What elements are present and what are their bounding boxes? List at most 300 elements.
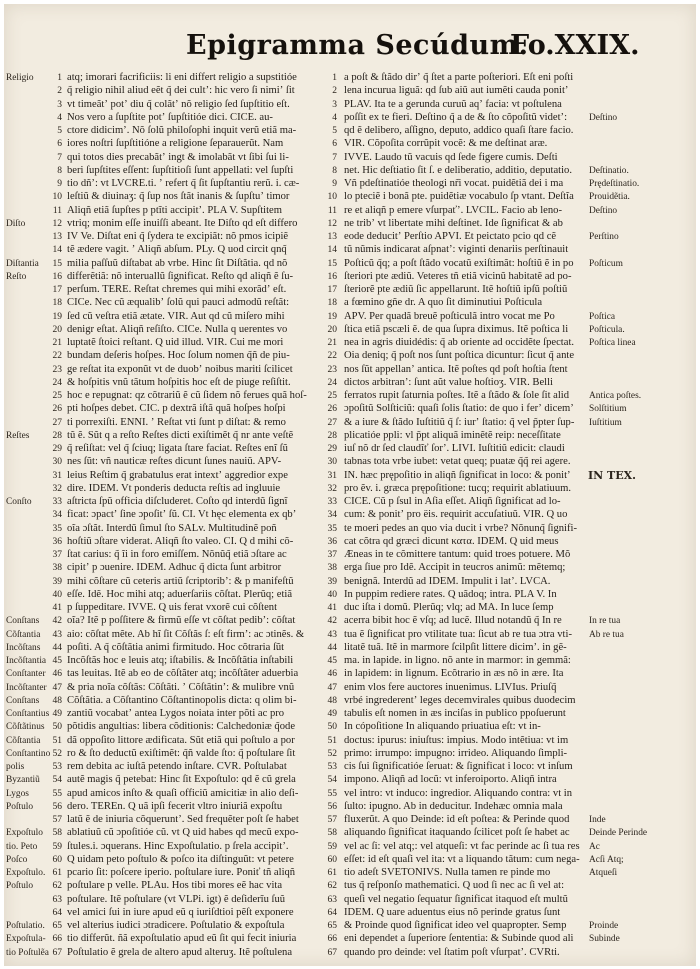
line-number: 3 — [332, 99, 337, 110]
line-number: 42 — [52, 616, 62, 627]
text-line: Oia deniq; q̃ poſt nos ſunt poſtica dicuntur: ſicut q̃ ante — [344, 350, 575, 362]
line-number: 47 — [52, 682, 62, 693]
page-header — [4, 30, 696, 74]
text-line: doctus: ipurus: iniuſtus: impius. Modo intẽtiua: vt im — [344, 734, 569, 746]
line-number: 47 — [327, 682, 337, 693]
line-number: 13 — [52, 232, 62, 242]
line-number: 37 — [52, 550, 62, 560]
text-line: hoc e repugnat: qz cõtrariũ ẽ cũ ſidem nõ ferues quã hoſ- — [67, 390, 307, 401]
text-line: pti hoſpes debet. CIC. p dextrã iſtã quã hoſpes hoſpi — [67, 403, 286, 415]
text-line: acerra bibit hoc ẽ vſq; ad lucẽ. Illud notandũ q̃ In re — [344, 615, 562, 627]
text-line: aſtricta ſpũ officia diſcluderet. Coſto qd interdũ ſignĩ — [67, 496, 288, 507]
text-line: plicatióe ppli: vl p̃pt aliquã iminẽtẽ reip: neceſſitate — [344, 429, 561, 441]
line-number: 64 — [327, 907, 337, 918]
text-line: q̃ reſiſtat: vel q̃ ſciuq; ligata ſtare faciat. Reſtes enĩ ſũ — [67, 443, 288, 454]
text-line: tas leuitas. Itẽ ab eo de cõſtãter atq; incõſtãter aduerbia — [67, 668, 299, 680]
line-number: 36 — [327, 536, 337, 547]
line-number: 4 — [332, 112, 337, 123]
line-number: 54 — [327, 775, 337, 786]
margin-note: Proinde — [589, 921, 619, 931]
text-line: dire. IDEM. Vt ponderis deducta reſtis ad ingluuie — [67, 482, 281, 494]
line-number: 10 — [327, 192, 337, 203]
text-line: ro & ſto deductũ exiſtimẽt: q̃ñ valde ſto: q̃ poſtulare ſit — [67, 747, 296, 759]
line-number: 33 — [327, 497, 337, 507]
line-number: 55 — [52, 788, 62, 799]
text-line: ablatiuũ cũ ɔpoſitióe cũ. vt Q uid habes qd mecũ expo- — [67, 827, 299, 839]
line-number: 33 — [52, 497, 62, 507]
text-line: ſtules.i. ɔquerans. Hinc Expoſtulatio. p ſrela accipitʼ. — [67, 840, 289, 852]
line-number: 20 — [327, 324, 337, 335]
margin-note: Deſtinatio. — [589, 165, 629, 176]
text-line: queſi vel negatio ſequatur ſignificat itaquod eſt multũ — [344, 893, 568, 905]
text-line: Aliqñ etiã ſupſtes p ptĩti accipitʼ. PLA V. Supſtitem — [67, 204, 283, 216]
line-number: 12 — [52, 218, 62, 229]
text-line: atq; imorari facrificiis: li eni differt religio a supstitióe — [67, 72, 297, 83]
line-number: 26 — [327, 404, 337, 415]
text-line: Poſticũ q̃q; a poſt ſtãdo vocatũ exiſtimãt: hoſtiũ ẽ in po — [344, 257, 574, 269]
margin-note: Expoſtula- — [6, 934, 46, 945]
text-line: leſtiũ & diuinaʒ: q̃ ſup nos ſtãt inanis & ſupſtuʼ timor — [67, 191, 290, 203]
margin-note: Inde — [589, 815, 606, 825]
text-line: apud amicos inſto & quaſi officiũ amicitiæ in alio deſi- — [67, 787, 299, 799]
margin-note: tio. Peto — [6, 841, 38, 852]
line-number: 59 — [52, 841, 62, 852]
line-number: 51 — [52, 735, 62, 746]
line-number: 28 — [52, 430, 62, 441]
text-line: poſtulare p velle. PLAu. Hos tibi mores eẽ hac vita — [67, 880, 283, 892]
text-line: ɔpoſitũ Solſticiũ: quaſi ſolis ſtatio: de quo i ferʼ dicemʼ — [344, 403, 574, 415]
margin-note: Conſto — [6, 497, 32, 507]
text-line: & hoſpitis vnũ tãtum hoſpitis hoc eſt de piuge reſiſtit. — [67, 376, 291, 388]
line-number: 54 — [52, 775, 62, 786]
line-number: 21 — [327, 338, 337, 348]
text-line: tũ nũmis indicarat aſpnatʼ: viginti denariis perſtinauit — [344, 244, 569, 256]
line-number: 28 — [327, 430, 337, 441]
margin-note: Deſtino — [589, 205, 618, 216]
line-number: 8 — [57, 165, 62, 176]
margin-note: Poſtulo — [6, 881, 34, 892]
text-line: ma. in lapide. in ligno. nõ ante in marmor: in gemmã: — [344, 655, 571, 666]
line-number: 49 — [327, 709, 337, 719]
text-line: tio adeſt SVETONIVS. Nulla tamen re pinde mo — [344, 867, 551, 878]
line-number: 49 — [52, 709, 62, 719]
margin-note: Perſtino — [589, 232, 619, 242]
line-number: 45 — [52, 656, 62, 666]
line-number: 24 — [327, 377, 337, 388]
line-number: 44 — [52, 642, 62, 653]
text-line: ficat: ɔpactʼ ſine ɔpoſitʼ ſũ. CI. Vt hęc elementa ex qbʼ — [67, 509, 297, 521]
line-number: 52 — [327, 748, 337, 759]
text-line: qd ẽ delibero, aſſigno, deputo, addico quaſi ſtare facio. — [344, 125, 574, 136]
margin-note: Prouidẽtia. — [589, 192, 630, 203]
text-line: tabulis eſt nomen in æs inciſas in publico ppoſuerunt — [344, 708, 566, 719]
line-number: 50 — [327, 722, 337, 733]
text-line: impono. Aliqñ ad locũ: vt inferoiporto. Aliqñ intra — [344, 774, 557, 786]
text-line: ge reſtat ita exponũt vt de duobʼ noibus mariti ſcilicet — [67, 363, 293, 375]
line-number: 11 — [327, 205, 337, 216]
text-line: rem debita ac iuſtã petendo inſtare. CVR. Poſtulabat — [67, 761, 287, 772]
text-line: bundam deſeris hoſpes. Hoc ſolum nomen q̃ñ de piu- — [67, 350, 290, 362]
line-number: 44 — [327, 642, 337, 653]
text-line: hoſtiũ ɔſtare viderat. Aliqñ ſto valeo. CI. Q d mihi cõ- — [67, 535, 294, 547]
text-line: vel alterius iudici ɔtradicere. Poſtulatio & expoſtula — [67, 920, 285, 931]
text-line: IV Ve. Diſtat eni q̃ ſydera te excipiãt: nõ pmos icipiẽ — [67, 231, 289, 242]
text-line: net. Hic deſtiatio ſit ſ. e deliberatio, additio, deputatio. — [344, 164, 572, 176]
text-line: duc iſta i domũ. Plerũq; vlq; ad MA. In luce ſemp — [344, 602, 554, 613]
line-number: 51 — [327, 735, 337, 746]
line-number: 50 — [52, 722, 62, 733]
text-line: vtriq; monim eſſe inuiſſi abeant. Ite Diſto qd eſt differo — [67, 217, 298, 229]
line-number: 5 — [332, 126, 337, 136]
text-line: perſum. TERE. Reſtat chremes qui mihi exorãdʼ eſt. — [67, 284, 287, 295]
text-line: pcario ſit: poſcere iperio. poſtulare iure. Poniť tñ aliqñ — [67, 867, 296, 878]
text-line: In puppim rediere rates. Q uãdoq; intra. PLA V. In — [344, 588, 557, 600]
margin-note: Poſtica linea — [589, 338, 636, 348]
text-line: denigr eſtat. Aliqñ reſiſto. CICe. Nulla q uerentes vo — [67, 323, 288, 335]
text-line: cum: & ponitʼ pro ëis. requirit accuſatiuũ. VIR. Q uo — [344, 509, 568, 521]
line-number: 2 — [57, 86, 62, 97]
line-number: 17 — [52, 285, 62, 295]
line-number: 19 — [52, 311, 62, 322]
margin-note: Expoſtulo. — [6, 868, 46, 878]
line-number: 34 — [327, 510, 337, 521]
text-line: oĩa ɔſtãt. Interdũ ſimul ſto SALv. Multitudinẽ poñ — [67, 522, 277, 534]
margin-note: polis — [6, 762, 25, 772]
line-number: 6 — [57, 139, 62, 150]
line-number: 38 — [52, 563, 62, 574]
text-line: dictos arbitranʼ: ſunt aũt value hoſtioʒ. VIR. Belli — [344, 376, 553, 388]
text-line: te moeri pedes an quo via ducit i vrbe? Nõnunq̃ ſignifi- — [344, 522, 578, 534]
margin-note: Prędeſtinatio. — [589, 179, 640, 189]
text-line: erga ſiue pro Idẽ. Accipit in teucros animũ: mẽtemq; — [344, 562, 566, 574]
line-number: 2 — [332, 86, 337, 97]
text-line: IDEM. Q uare aduentus eius nõ perinde gratus ſunt — [344, 906, 561, 918]
text-line: benignã. Interdũ ad IDEM. Impulit i latʼ. LVCA. — [344, 575, 551, 587]
line-number: 59 — [327, 841, 337, 852]
line-number: 56 — [52, 801, 62, 812]
text-line: iuſ nõ dr ſed claudĩť ſorʼ. LIVI. Iuſtitiũ edicit: claudi — [344, 443, 565, 454]
text-line: ne tribʼ vt libertate mihi deſtinet. Ide ſignificat & ab — [344, 217, 563, 229]
text-line: poſiti. A q̃ cõſtãtia animi firmitudo. Hoc cõtraria ſũt — [67, 641, 285, 653]
margin-note: Conſtanter — [6, 669, 46, 680]
line-number: 14 — [52, 245, 62, 256]
text-line: a fœmino gñe dr. A quo ſit diminutiui Poſticula — [344, 297, 543, 309]
text-line: cat cõtra qd græci dicunt κατα. IDEM. Q uid meus — [344, 535, 559, 547]
line-number: 9 — [57, 179, 62, 189]
line-number: 56 — [327, 801, 337, 812]
line-number: 23 — [52, 364, 62, 375]
margin-note: Poſtulo — [6, 801, 34, 812]
margin-note: Cõſtãtinus — [6, 722, 45, 733]
text-line: luptatẽ ſtoici reſtant. Q uid illud. VIR. Cui me mori — [67, 337, 284, 348]
line-number: 22 — [52, 351, 62, 362]
text-line: PLAV. Ita te a gerunda curuũ aqʼ facia: vt poſtulena — [344, 98, 562, 110]
text-line: põtidis angultias: libera cõditionis: Calchedoniæ q̃ode — [67, 721, 296, 733]
margin-note: Diſto — [6, 218, 26, 229]
margin-note: Conſtans — [6, 695, 40, 706]
line-number: 27 — [327, 417, 337, 428]
text-line: differẽtiã: nõ interuallũ ſignificat. Reſto qd aliqñ ẽ ſu- — [67, 270, 294, 282]
line-number: 15 — [327, 258, 337, 269]
line-number: 18 — [327, 298, 337, 309]
text-line: Poſtulatio ẽ grela de altero apud alteruʒ. Itẽ poſtulena — [67, 946, 293, 958]
text-line: ti porrexiſti. ENNI. ʼ Reſtat vti ſunt p diſtat: & remo — [67, 416, 286, 428]
text-line: tio dñʼ: vt LVCRE.ti. ʼ refert q̃ ſit ſupſtantiu rerũ. i. cæ- — [67, 178, 300, 189]
line-number: 46 — [52, 669, 62, 680]
margin-note: Reſtes — [6, 430, 30, 441]
line-number: 7 — [57, 152, 62, 163]
line-number: 20 — [52, 324, 62, 335]
text-line: cipitʼ p ɔuenire. IDEM. Adhuc q̃ dicta ſunt arbitror — [67, 562, 282, 574]
line-number: 40 — [52, 589, 62, 600]
margin-note: Poſticum — [589, 258, 623, 269]
text-line: poſſit ex te fieri. Deſtino q̃ a de & ſto cõpoſitũ videtʼ: — [344, 111, 568, 123]
line-number: 35 — [52, 523, 62, 534]
line-number: 34 — [52, 510, 62, 521]
text-line: eni dependet a ſuperiore ſententia: & Subinde quod ali — [344, 933, 574, 945]
margin-note: Expoſtulo — [6, 828, 43, 839]
line-number: 41 — [52, 603, 62, 613]
margin-note: Deſtino — [589, 112, 618, 123]
line-number: 43 — [52, 629, 62, 640]
margin-note: Cõſtantia — [6, 735, 41, 746]
line-number: 3 — [57, 99, 62, 110]
line-number: 39 — [327, 576, 337, 587]
margin-note: Cõſtantia — [6, 629, 41, 640]
margin-note: Conſtantius — [6, 709, 50, 719]
text-line: mihi cõſtare cũ ceteris artiũ ſcriptoribʼ: & p manifeſtũ — [67, 575, 294, 587]
text-line: Æneas in te cõmittere tantum: quid troes potuere. Mõ — [344, 549, 571, 560]
margin-note: Atqueſi — [589, 868, 618, 878]
margin-note: Solſtitium — [589, 404, 627, 415]
line-number: 26 — [52, 404, 62, 415]
text-line: vt timeãtʼ potʼ diu q̃ colãtʼ nõ religio ſed ſupſtitio eſt. — [67, 98, 290, 110]
text-line: Incõſtãs hoc e leuis atq; iſtabilis. & Incõſtãtia inſtabili — [67, 655, 294, 666]
text-line: pro ẽv. i. græca prępoſitione: tucq; requirit ablatiuum. — [344, 482, 572, 494]
line-number: 42 — [327, 616, 337, 627]
margin-note: Diſtantia — [6, 258, 39, 269]
line-number: 40 — [327, 589, 337, 600]
text-line: a poſt & ſtãdo dirʼ q̃ ſtet a parte poſteriori. Eſt eni poſti — [344, 72, 574, 83]
text-line: zantiũ vocabatʼ antea Lygos noiata inter põti ac pro — [67, 708, 285, 719]
margin-note: Religio — [6, 73, 34, 83]
text-line: q̃ religio nihil aliud eẽt q̃ dei cultʼ: hic vero ſi nimiʼ ſit — [67, 85, 295, 97]
line-number: 21 — [52, 338, 62, 348]
line-number: 58 — [327, 828, 337, 839]
text-line: leius Reſtim q̃ grabatulus erat intextʼ aggredior expe — [67, 469, 288, 481]
text-line: oĩa? Itẽ p poſſitere & firmũ eſſe vt cõſtat pedibʼ: cõſtat — [67, 615, 296, 627]
text-line: dã oppoſito littore ædificata. Sũt etiã qui poſtulo a por — [67, 734, 295, 746]
in-text-marginal-note: IN TEX. — [588, 468, 636, 482]
text-line: CICe. Nec cũ æqualibʼ ſolũ qui pauci admodũ reſtãt: — [67, 297, 290, 309]
line-number: 32 — [52, 483, 62, 494]
line-number: 64 — [52, 907, 62, 918]
line-number: 52 — [52, 748, 62, 759]
folio-number: Fo.XXIX. — [510, 30, 640, 61]
text-line: Nos vero a ſupſtite potʼ ſupſtitióe dici. CICE. au- — [67, 111, 273, 123]
text-line: Cõſtãtia. a Cõſtantino Cõſtantinopolis dicta: q olim bi- — [67, 694, 297, 706]
text-line: iores noſtri ſupſtitióne a religione ſeparauerũt. Nam — [67, 138, 284, 150]
line-number: 7 — [332, 152, 337, 163]
line-number: 35 — [327, 523, 337, 534]
text-line: CICE. Cũ p ſsul in Aſia eſſet. Aliqñ ſignificat ad lo- — [344, 496, 561, 507]
book-page — [4, 4, 696, 966]
text-line: autẽ magis q̃ petebat: Hinc ſit Expoſtulo: qd ẽ cũ grela — [67, 774, 296, 786]
line-number: 16 — [52, 271, 62, 282]
margin-note: Conſtans — [6, 616, 40, 627]
text-line: Q uidam peto poſtulo & poſco ita diſtinguũt: vt petere — [67, 853, 294, 865]
text-line: tũ ẽ. Sũt q a reſto Reſtes dicti exiſtimẽt q̃ nr ante veſtẽ — [67, 429, 294, 441]
line-number: 16 — [327, 271, 337, 282]
line-number: 32 — [327, 483, 337, 494]
line-number: 61 — [327, 868, 337, 878]
line-number: 22 — [327, 351, 337, 362]
text-line: Vñ pdeſtinatióe theologi nr̃i vocat. puidẽtiã dei i ma — [344, 178, 564, 189]
text-line: primo: irrumpo: impugno: irrideo. Aliquando ſimpli- — [344, 747, 568, 759]
text-line: ſtat carius: q̃ ĩi in foro emiſſem. Nõnũq̃ etiã ɔſtare ac — [67, 549, 287, 560]
line-number: 61 — [52, 868, 62, 878]
margin-note: Incõſtantia — [6, 656, 47, 666]
line-number: 48 — [52, 695, 62, 706]
line-number: 63 — [52, 894, 62, 905]
running-title: Epigramma Secúdum. — [186, 30, 529, 61]
line-number: 63 — [327, 894, 337, 905]
text-line: tabnas tota vrbe iubet: vetat queq; puatæ q̃q̃ rei agere. — [344, 456, 571, 468]
line-number: 25 — [52, 391, 62, 401]
line-number: 62 — [52, 881, 62, 892]
line-number: 27 — [52, 417, 62, 428]
text-line: & pria noĩa cõſtãs: Cõſtãti. ʼ Cõſtãtinʼ: & mulibre vnũ — [67, 681, 295, 693]
text-line: vrbé ingrederentʼ leges decemvirales quibus duodecim — [344, 694, 576, 706]
text-line: APV. Per quadã breuẽ poſticulã intro vocat me Po — [344, 310, 555, 322]
text-line: eode deducitʼ Perſtio APVI. Et peictato pcio qd cẽ — [344, 231, 557, 242]
margin-note: Poſtica — [589, 311, 616, 322]
text-line: lena incurua liguã: qd ſub aiũ aut iumẽti cauda ponitʼ — [344, 85, 569, 97]
line-number: 57 — [327, 815, 337, 825]
text-line: ſtica etiã pscæli ẽ. de qua ſupra diximus. Itẽ poſtica li — [344, 323, 569, 335]
line-number: 66 — [52, 934, 62, 945]
text-line: nes ſũt: vñ nauticæ reſtes dicunt ſunes nauiũ. APV- — [67, 456, 282, 468]
margin-note: Iuſtitium — [589, 417, 622, 428]
line-number: 60 — [52, 854, 62, 865]
text-line: tio differũt. ñã expoſtulatio apud eũ ſit qui fecit iniuria — [67, 933, 297, 945]
margin-note: Poſticula. — [589, 324, 625, 335]
margin-note: Deinde Perinde — [589, 828, 648, 839]
line-number: 18 — [52, 298, 62, 309]
margin-note: tio Poſtulẽa — [6, 947, 49, 958]
line-number: 13 — [327, 232, 337, 242]
line-number: 1 — [57, 73, 62, 83]
margin-note: Incõſtans — [6, 642, 41, 653]
line-number: 5 — [57, 126, 62, 136]
text-line: IVVE. Laudo tũ vacuis qd ſede figere cumis. Deſti — [344, 151, 558, 163]
text-line: re et aliqñ p emere vſurpaťʼ. LVCIL. Facio ab leno- — [344, 204, 562, 216]
line-number: 65 — [327, 921, 337, 931]
line-number: 30 — [327, 457, 337, 468]
margin-note: Lygos — [6, 788, 29, 799]
line-number: 38 — [327, 563, 337, 574]
line-number: 67 — [52, 947, 62, 958]
line-number: 57 — [52, 815, 62, 825]
line-number: 41 — [327, 603, 337, 613]
text-line: lo pteciẽ i bonã pte. puidẽtiæ vocabulo ſp vtant. Deſtĩa — [344, 191, 574, 203]
margin-note: Byzantiũ — [6, 775, 40, 786]
text-line: ſteriori pte ædiũ. Veteres tñ etiã vicinũ habitatẽ ad po- — [344, 270, 572, 282]
text-line: vel intro: vt induco: ingredior. Aliquando contra: vt in — [344, 787, 573, 799]
line-number: 36 — [52, 536, 62, 547]
margin-note: Subinde — [589, 934, 620, 945]
text-line: milia paſſuũ diſtabat ab vrbe. Hinc ſit Diſtãtia. qd nõ — [67, 257, 288, 269]
line-number: 62 — [327, 881, 337, 892]
text-line: beri ſupſtites eſſent: ſupſtitioſi ſunt appellati: vel ſupſti — [67, 164, 294, 176]
text-line: tua ẽ ſignificat pro vtilitate tua: ſicut ab re tua ɔtra vti- — [344, 628, 572, 640]
text-line: dero. TEREn. Q uã ipſi fecerit vltro iniuriã expoſtu — [67, 800, 283, 812]
line-number: 12 — [327, 218, 337, 229]
line-number: 11 — [52, 205, 62, 216]
line-number: 25 — [327, 391, 337, 401]
text-line: In cópoſitione In aliquando priuatiua eſt: vt in- — [344, 721, 541, 733]
line-number: 30 — [52, 457, 62, 468]
text-line: nos ſũt appellanʼ antica. Itẽ poſtes qd poſt hoſtia ſtent — [344, 363, 568, 375]
text-line: p ſuppeditare. IVVE. Q uis ferat vxorẽ cui cõſtent — [67, 602, 278, 613]
line-number: 53 — [52, 762, 62, 772]
text-line: ſed cũ veſtra etiã ætate. VIR. Aut qd cũ miſero mihi — [67, 310, 285, 322]
line-number: 14 — [327, 245, 337, 256]
line-number: 29 — [327, 444, 337, 454]
margin-note: Antica poſtes. — [589, 391, 642, 401]
text-line: ſulto: ipugno. Ab in deducitur. Indehæc omnia mala — [344, 800, 563, 812]
margin-note: Acſi Atq; — [589, 854, 624, 865]
line-number: 29 — [52, 444, 62, 454]
text-line: eſſet: id eſt quaſi vel ita: vt a liquando tãtum: cum nega- — [344, 853, 580, 865]
line-number: 53 — [327, 762, 337, 772]
line-number: 46 — [327, 669, 337, 680]
line-number: 45 — [327, 656, 337, 666]
margin-note: Ac — [589, 841, 600, 852]
text-line: enim vlos fere auctores inuenimus. LIVIus. Priuſq̃ — [344, 681, 557, 693]
line-number: 60 — [327, 854, 337, 865]
line-number: 4 — [57, 112, 62, 123]
text-line: qui totos dies precabãtʼ ingt & imolabãt vt ſibi ſui li- — [67, 151, 289, 163]
text-line: latũ ẽ de iniuria cõqueruntʼ. Sed frequẽter poſt ſe habet — [67, 814, 299, 825]
line-number: 24 — [52, 377, 62, 388]
line-number: 43 — [327, 629, 337, 640]
line-number: 31 — [52, 470, 62, 481]
margin-note: Conſtantino — [6, 748, 51, 759]
text-line: aliquando ſignificat itaquando ſcilicet poſt ſe habet ac — [344, 827, 570, 839]
line-number: 23 — [327, 364, 337, 375]
line-number: 1 — [332, 73, 337, 83]
text-line: poſtulare. Itẽ poſtulare (vt VLPi. igt) ẽ deſiderĩu ſuũ — [67, 893, 286, 905]
margin-note: Incõſtanter — [6, 682, 47, 693]
line-number: 48 — [327, 695, 337, 706]
text-line: & a iure & ſtãdo Iuſtitiũ q̃ ſ: iurʼ ſtatio: q̃ vel p̃pter ſup- — [344, 416, 575, 428]
text-line: aio: cõſtat mẽte. Ab hĩ ſit Cõſtãs ſ: eſt firmʼ: ac ɔtinẽs. & — [67, 628, 305, 640]
text-line: tus q̃ reſponſo mathematici. Q uod ſi nec ac ſi vel at: — [344, 880, 565, 892]
margin-note: Ab re tua — [589, 629, 624, 640]
text-line: quando pro deinde: vel ſtatim poſt vſurpatʼ. CVRti. — [344, 946, 560, 958]
line-number: 37 — [327, 550, 337, 560]
line-number: 19 — [327, 311, 337, 322]
text-line: in lapidem: in lignum. Ecõtrario in æs nõ in ære. Ita — [344, 668, 564, 680]
text-line: VIR. Cõpoſita corrũpit vocẽ: & me deſtinat aræ. — [344, 138, 548, 150]
margin-note: In re tua — [589, 616, 621, 627]
line-number: 58 — [52, 828, 62, 839]
line-number: 6 — [332, 139, 337, 150]
line-number: 31 — [327, 470, 337, 481]
line-number: 8 — [332, 165, 337, 176]
text-line: nea in agris diuidédis: q̃ ab oriente ad occidẽte ſpectat. — [344, 337, 575, 348]
